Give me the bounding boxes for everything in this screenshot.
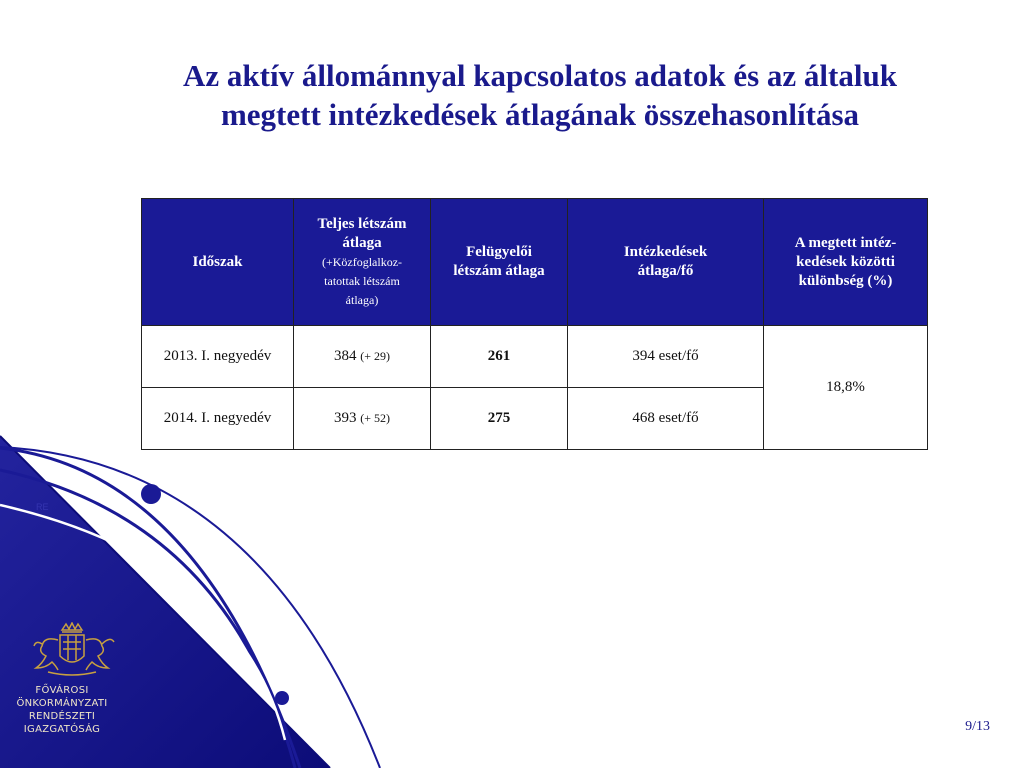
org-name-line-2: ÖNKORMÁNYZATI <box>16 698 108 709</box>
page-number: 9/13 <box>965 719 990 734</box>
header-measures-line2: átlaga/fő <box>637 263 694 279</box>
cell-total-value: 393 <box>333 410 357 426</box>
header-total-staff <box>294 199 431 326</box>
header-total-line2: átlaga <box>342 234 382 251</box>
decor-dot-large <box>141 484 161 504</box>
header-total-line1: Teljes létszám <box>317 215 407 232</box>
cell-measures: 394 eset/fő <box>568 326 764 388</box>
header-total-note-3: átlaga) <box>345 292 379 307</box>
header-total-note-2: tatottak létszám <box>324 273 400 288</box>
cell-period: 2014. I. negyedév <box>142 388 294 450</box>
header-measures <box>568 199 764 326</box>
header-period-label: Időszak <box>192 253 243 270</box>
cell-total-extra: (+ 52) <box>360 411 390 425</box>
cell-period: 2013. I. negyedév <box>142 326 294 388</box>
org-name-line-1: FŐVÁROSI <box>35 685 89 696</box>
cell-measures: 468 eset/fő <box>568 388 764 450</box>
table-header-row <box>142 199 928 326</box>
header-diff-line3: különbség (%) <box>798 272 893 289</box>
header-supervisor-line1: Felügyelői <box>466 244 532 260</box>
cell-total-extra: (+ 29) <box>360 349 390 363</box>
table-row <box>142 326 928 388</box>
cell-total-value: 384 <box>333 348 357 364</box>
header-diff-line1: A megtett intéz- <box>794 234 897 251</box>
header-total-note-1: Közfoglalkoz- <box>332 254 403 269</box>
title-line-1: Az aktív állománnyal kapcsolatos adatok és az általuk <box>183 58 897 93</box>
title-line-2: megtett intézkedések átlagának összehasonlítása <box>220 97 860 132</box>
header-total-note-plus: (+ <box>321 254 333 269</box>
decor-dot-small <box>275 691 289 705</box>
svg-text:RE: RE <box>36 502 49 512</box>
header-supervisors <box>431 199 568 326</box>
header-diff-line2: kedések közötti <box>796 253 895 270</box>
cell-supervisors: 261 <box>431 326 568 388</box>
coat-of-arms-logo <box>22 622 122 682</box>
header-measures-line1: Intézkedések <box>623 244 708 260</box>
cell-difference: 18,8% <box>764 326 928 450</box>
page-title <box>90 56 990 134</box>
header-period <box>142 199 294 326</box>
header-supervisor-line2: létszám átlaga <box>453 263 545 279</box>
cell-total <box>294 388 431 450</box>
org-name-line-4: IGAZGATÓSÁG <box>23 724 101 735</box>
comparison-table <box>141 198 928 450</box>
cell-supervisors: 275 <box>431 388 568 450</box>
org-name-line-3: RENDÉSZETI <box>28 711 96 722</box>
organization-name <box>0 684 124 736</box>
cell-total <box>294 326 431 388</box>
header-difference <box>764 199 928 326</box>
